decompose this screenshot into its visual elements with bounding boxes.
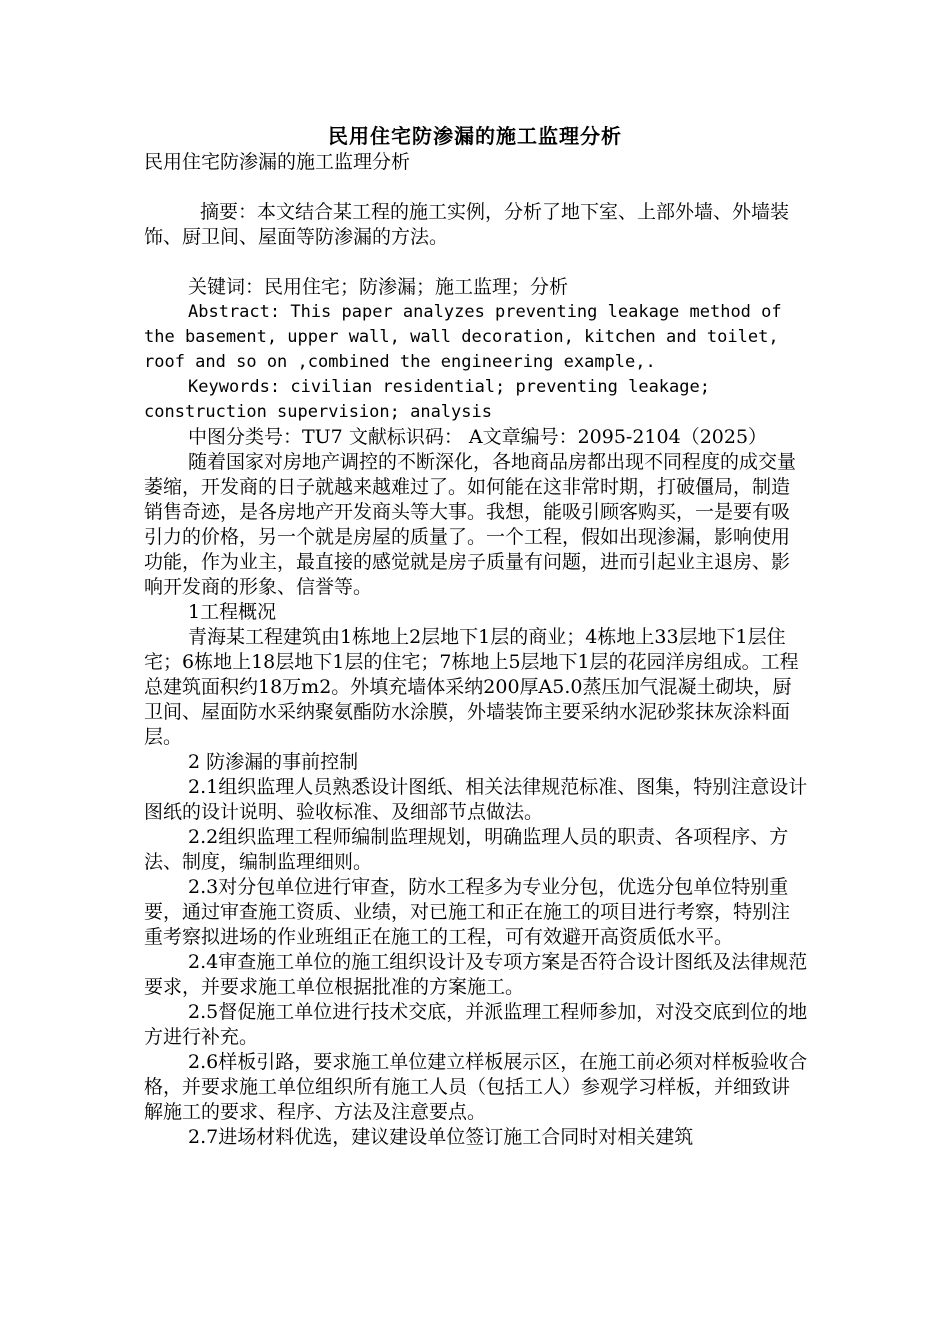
- list-item: 2.5督促施工单位进行技术交底，并派监理工程师参加，对没交底到位的地方进行补充。: [144, 1001, 808, 1048]
- intro-paragraph: 随着国家对房地产调控的不断深化，各地商品房都出现不同程度的成交量萎缩，开发商的日子就越来越难过了。如何能在这非常时期，打破僵局，制造销售奇迹，是各房地产开发商头等大事。我想，能吸引顾客购买，一是要有吸引力的价格，另一个就是房屋的质量了。一个工程，假如出现渗漏，影响使用功能，作为业主，最直接的感觉就是房子质量有问题，进而引起业主退房、影响开发商的形象、信誉等。: [144, 451, 797, 598]
- abstract-en: Abstract: This paper analyzes preventing leakage method of the basement, upper wall, wall decoration, kitchen and toilet, roof and so on ,combined the engineering example,.: [144, 302, 782, 372]
- list-item: 2.7进场材料优选，建议建设单位签订施工合同时对相关建筑: [188, 1126, 694, 1148]
- list-item: 2.1组织监理人员熟悉设计图纸、相关法律规范标准、图集，特别注意设计图纸的设计说明、验收标准、及细部节点做法。: [144, 776, 808, 823]
- list-item: 2.2组织监理工程师编制监理规划，明确监理人员的职责、各项程序、方法、制度，编制监理细则。: [144, 826, 789, 873]
- list-item: 2.4审查施工单位的施工组织设计及专项方案是否符合设计图纸及法律规范要求，并要求施工单位根据批准的方案施工。: [144, 951, 808, 998]
- abstract-cn: 摘要：本文结合某工程的施工实例，分析了地下室、上部外墙、外墙装饰、厨卫间、屋面等防渗漏的方法。: [144, 201, 790, 248]
- list-item: 2.3对分包单位进行审查，防水工程多为专业分包，优选分包单位特别重要，通过审查施工资质、业绩，对已施工和正在施工的项目进行考察，特别注重考察拟进场的作业班组正在施工的工程，可有效避开高资质低水平。: [144, 876, 791, 948]
- classification-line: 中图分类号：TU7 文献标识码： A文章编号：2095-2104（2025）: [188, 426, 768, 448]
- section-heading: 2 防渗漏的事前控制: [188, 751, 359, 773]
- section-paragraph: 青海某工程建筑由1栋地上2层地下1层的商业；4栋地上33层地下1层住宅；6栋地上18层地下1层的住宅；7栋地上5层地下1层的花园洋房组成。工程总建筑面积约18万m2。外填充墙体采纳200厚A5.0蒸压加气混凝土砌块，厨卫间、屋面防水采纳聚氨酯防水涂膜，外墙装饰主要采纳水泥砂浆抹灰涂料面层。: [144, 626, 799, 748]
- document-title: 民用住宅防渗漏的施工监理分析: [328, 124, 622, 148]
- section-heading: 1工程概况: [188, 601, 277, 623]
- document-body: [144, 150, 808, 1150]
- keywords-cn: 关键词：民用住宅；防渗漏；施工监理；分析: [188, 276, 569, 298]
- list-item: 2.6样板引路，要求施工单位建立样板展示区，在施工前必须对样板验收合格，并要求施工单位组织所有施工人员（包括工人）参观学习样板，并细致讲解施工的要求、程序、方法及注意要点。: [144, 1051, 808, 1123]
- document-subtitle: 民用住宅防渗漏的施工监理分析: [144, 151, 411, 173]
- keywords-en: Keywords: civilian residential; preventing leakage; construction supervision; analysis: [144, 377, 710, 422]
